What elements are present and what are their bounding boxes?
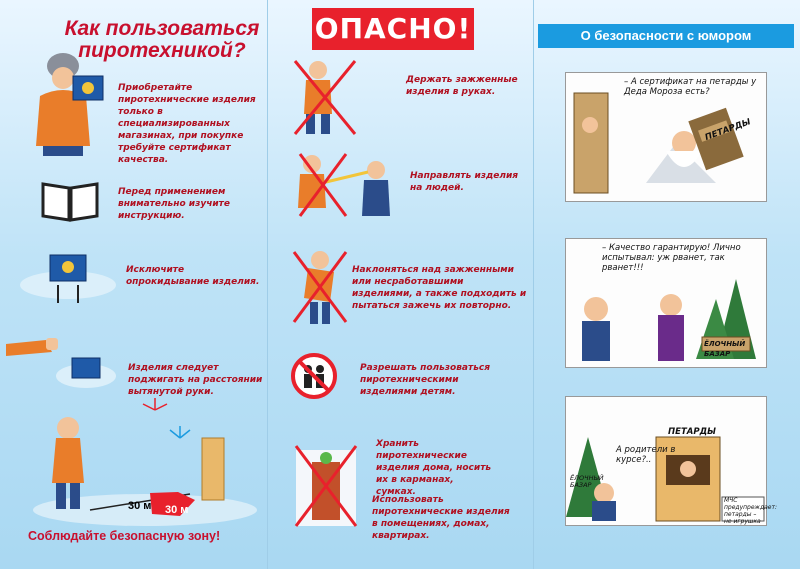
cartoon-2 [565,238,767,368]
person-with-box-icon [18,46,113,156]
cartoon-1-drawing [566,73,766,201]
middle-item-3: Наклоняться над зажженными или несработавшими изделиями, а также подходить и пытаться зажечь их повторно. [352,265,527,311]
middle-item-4: Разрешать пользоваться пиротехническими изделиями детям. [360,363,491,397]
left-item-2: Перед применением внимательно изучите инструкцию. [118,187,230,221]
cartoon-2-speech: – Качество гарантирую! Лично испытывал: уж рванет, так рванет!!! [602,243,741,273]
middle-item-2: Направлять изделия на людей. [410,171,519,193]
no-children-sign-icon [290,352,338,400]
middle-item-1: Держать зажженные изделия в руках. [406,75,518,97]
book-icon [40,178,100,224]
cartoon-1-sign: ПЕТАРДЫ [703,117,753,143]
column-divider [533,0,534,569]
person-aiming-at-people-icon [290,150,400,222]
safe-zone-caption: Соблюдайте безопасную зону! [28,529,221,543]
cartoon-2-sign: ЁЛОЧНЫЙ БАЗАР [704,340,746,358]
danger-banner: ОПАСНО! [312,8,474,50]
person-holding-firework-icon [290,56,360,138]
cartoon-1-speech: – А сертификат на петарды у Деда Мороза есть? [624,77,757,97]
hand-lighter-icon [6,330,116,392]
distance-label: 30 м [128,500,152,512]
cartoon-3-notice: МЧС предупреждает: петарды – не игрушка [724,497,777,525]
left-item-3: Исключите опрокидывание изделия. [126,265,260,287]
left-item-4: Изделия следует поджигать на расстоянии вытянутой руки. [128,363,263,397]
cartoon-1 [565,72,767,202]
middle-item-5: Хранить пиротехнические изделия дома, носить их в карманах, сумках. [376,439,492,497]
left-title: Как пользоваться пиротехникой? [64,17,260,62]
left-item-1: Приобретайте пиротехнические изделия только в специализированных магазинах, при покупке требуйте сертификат качества. [118,83,256,165]
middle-item-6: Использовать пиротехнические изделия в помещениях, домах, квартирах. [372,495,510,541]
cartoon-3-speech: А родители в курсе?.. [616,445,676,465]
firework-box-icon [18,245,118,305]
column-divider [267,0,268,569]
cartoon-3-sign2: ЁЛОЧНЫЙ БАЗАР [570,474,604,489]
storing-fireworks-at-home-icon [290,440,362,530]
humor-banner: О безопасности с юмором [538,24,794,48]
cartoon-3-sign: ПЕТАРДЫ [668,427,716,437]
distance-badge: 30 м [165,504,189,516]
cartoon-3 [565,396,777,526]
person-leaning-over-firework-icon [290,248,350,328]
